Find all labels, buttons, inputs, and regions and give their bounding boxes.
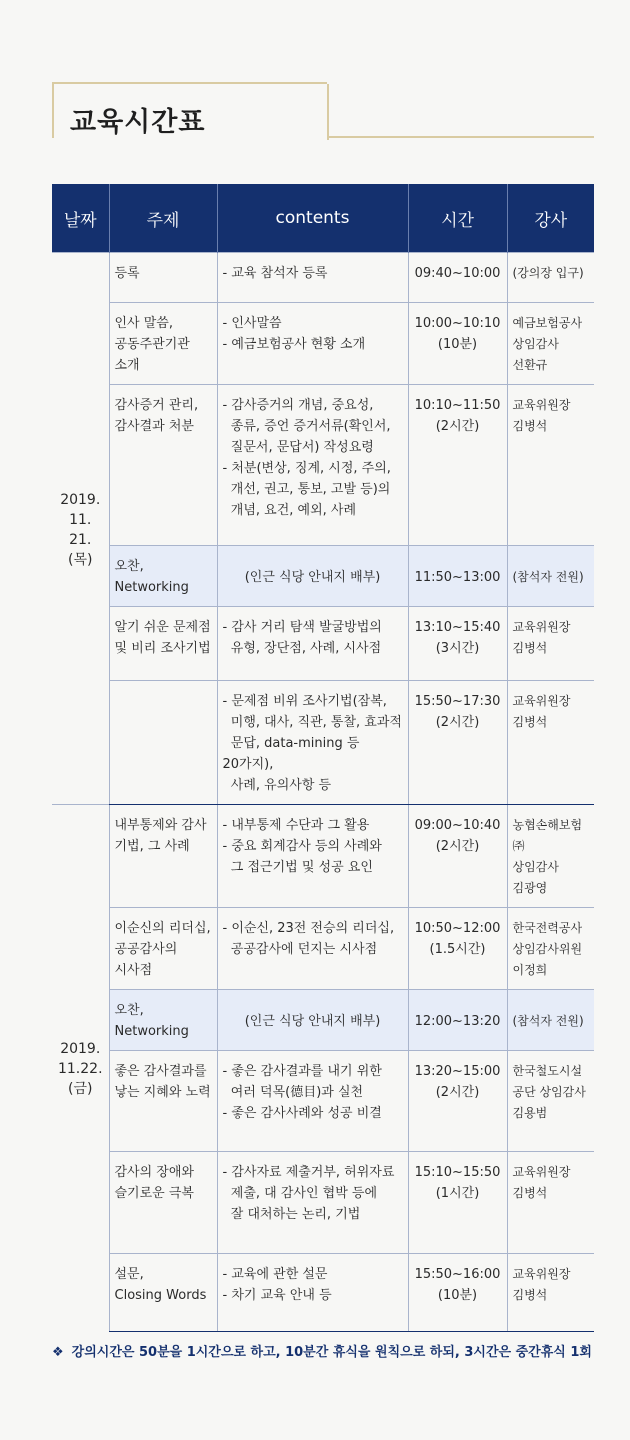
time-cell: 13:10~15:40 (3시간) (408, 607, 507, 681)
instructor-cell: 농협손해보험㈜ 상임감사 김광영 (507, 805, 594, 908)
table-row (52, 1051, 594, 1152)
content-cell: - 좋은 감사결과를 내기 위한 여러 덕목(德目)과 실천 - 좋은 감사사례와 성공 비결 (217, 1051, 408, 1152)
time-cell: 10:00~10:10 (10분) (408, 303, 507, 385)
header-contents: contents (217, 184, 408, 253)
topic-cell: 감사증거 관리, 감사결과 처분 (109, 385, 217, 546)
instructor-cell: 교육위원장 김병석 (507, 1152, 594, 1254)
content-cell: - 내부통제 수단과 그 활용 - 중요 회계감사 등의 사례와 그 접근기법 및 성공 요인 (217, 805, 408, 908)
topic-cell: 오찬, Networking (109, 990, 217, 1051)
content-cell: (인근 식당 안내지 배부) (217, 990, 408, 1051)
table-row (52, 385, 594, 546)
date-cell: 2019. 11.22. (금) (52, 805, 109, 1332)
content-cell: - 교육 참석자 등록 (217, 253, 408, 303)
schedule-table (52, 184, 594, 1332)
topic-cell: 알기 쉬운 문제점 및 비리 조사기법 (109, 607, 217, 681)
footnote-text: 강의시간은 50분을 1시간으로 하고, 10분간 휴식을 원칙으로 하되, 3시간은 중간휴식 1회 (71, 1345, 592, 1360)
table-row (52, 681, 594, 805)
content-cell: - 교육에 관한 설문 - 차기 교육 안내 등 (217, 1254, 408, 1332)
instructor-cell: 교육위원장 김병석 (507, 385, 594, 546)
header-time: 시간 (408, 184, 507, 253)
table-header-row (52, 184, 594, 253)
date-cell: 2019. 11. 21. (목) (52, 253, 109, 805)
topic-cell: 내부통제와 감사 기법, 그 사례 (109, 805, 217, 908)
table-row (52, 990, 594, 1051)
instructor-cell: 교육위원장 김병석 (507, 607, 594, 681)
header-date: 날짜 (52, 184, 109, 253)
table-row (52, 1254, 594, 1332)
topic-cell: 등록 (109, 253, 217, 303)
footnote (52, 1341, 592, 1360)
topic-cell (109, 681, 217, 805)
instructor-cell: 교육위원장 김병석 (507, 1254, 594, 1332)
topic-cell: 설문, Closing Words (109, 1254, 217, 1332)
time-cell: 15:50~17:30 (2시간) (408, 681, 507, 805)
title-underline (327, 136, 594, 138)
time-cell: 09:40~10:00 (408, 253, 507, 303)
instructor-cell: 교육위원장 김병석 (507, 681, 594, 805)
time-cell: 15:10~15:50 (1시간) (408, 1152, 507, 1254)
table-row (52, 1152, 594, 1254)
topic-cell: 이순신의 리더십, 공공감사의 시사점 (109, 908, 217, 990)
content-cell: - 감사 거리 탐색 발굴방법의 유형, 장단점, 사례, 시사점 (217, 607, 408, 681)
instructor-cell: 한국철도시설 공단 상임감사 김용범 (507, 1051, 594, 1152)
content-cell: - 이순신, 23전 전승의 리더십, 공공감사에 던지는 시사점 (217, 908, 408, 990)
table-row (52, 253, 594, 303)
page-title: 교육시간표 (70, 107, 206, 138)
topic-cell: 좋은 감사결과를 낳는 지혜와 노력 (109, 1051, 217, 1152)
table-row (52, 546, 594, 607)
time-cell: 09:00~10:40 (2시간) (408, 805, 507, 908)
instructor-cell: (강의장 입구) (507, 253, 594, 303)
instructor-cell: (참석자 전원) (507, 990, 594, 1051)
header-topic: 주제 (109, 184, 217, 253)
table-row (52, 908, 594, 990)
time-cell: 13:20~15:00 (2시간) (408, 1051, 507, 1152)
table-row (52, 805, 594, 908)
content-cell: - 문제점 비위 조사기법(잠복, 미행, 대사, 직관, 통찰, 효과적 문답, data-mining 등 20가지), 사례, 유의사항 등 (217, 681, 408, 805)
topic-cell: 감사의 장애와 슬기로운 극복 (109, 1152, 217, 1254)
time-cell: 12:00~13:20 (408, 990, 507, 1051)
topic-cell: 인사 말씀, 공동주관기관 소개 (109, 303, 217, 385)
time-cell: 15:50~16:00 (10분) (408, 1254, 507, 1332)
instructor-cell: 예금보험공사 상임감사 선환규 (507, 303, 594, 385)
instructor-cell: 한국전력공사 상임감사위원 이정희 (507, 908, 594, 990)
content-cell: (인근 식당 안내지 배부) (217, 546, 408, 607)
content-cell: - 인사말씀 - 예금보험공사 현황 소개 (217, 303, 408, 385)
diamond-icon: ❖ (52, 1345, 64, 1360)
content-cell: - 감사자료 제출거부, 허위자료 제출, 대 감사인 협박 등에 잘 대처하는 논리, 기법 (217, 1152, 408, 1254)
instructor-cell: (참석자 전원) (507, 546, 594, 607)
time-cell: 10:10~11:50 (2시간) (408, 385, 507, 546)
time-cell: 11:50~13:00 (408, 546, 507, 607)
table-row (52, 303, 594, 385)
content-cell: - 감사증거의 개념, 중요성, 종류, 증언 증거서류(확인서, 질문서, 문답서) 작성요령 - 처분(변상, 징계, 시정, 주의, 개선, 권고, 통보, 고발 등)의 개념, 요건, 예외, 사례 (217, 385, 408, 546)
time-cell: 10:50~12:00 (1.5시간) (408, 908, 507, 990)
header-instructor: 강사 (507, 184, 594, 253)
table-row (52, 607, 594, 681)
topic-cell: 오찬, Networking (109, 546, 217, 607)
